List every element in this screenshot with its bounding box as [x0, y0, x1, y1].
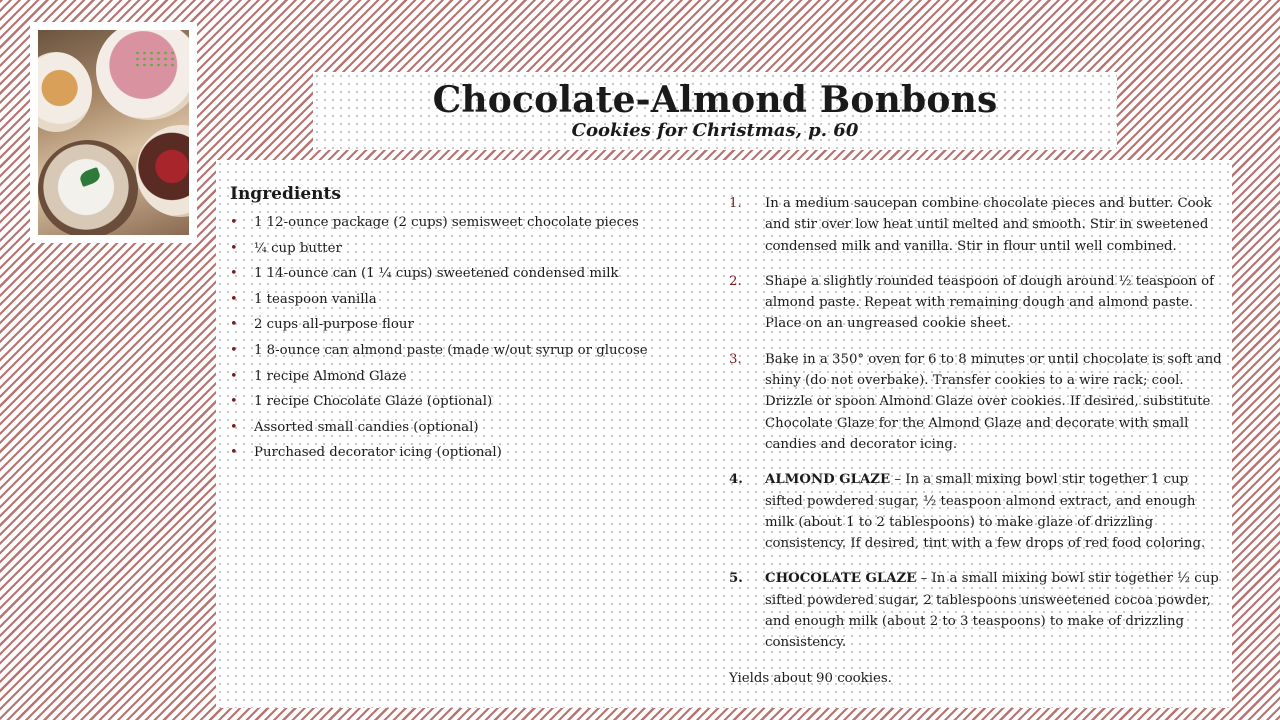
direction-step — [728, 193, 1224, 257]
step-number: 1. — [729, 196, 742, 211]
direction-step — [728, 271, 1224, 335]
list-item — [230, 338, 700, 364]
bullet-icon: • — [230, 342, 238, 358]
list-item — [230, 312, 700, 338]
list-item — [230, 210, 700, 236]
step-text — [765, 469, 1224, 554]
ingredient-text: 1 teaspoon vanilla — [254, 291, 377, 307]
step-body: – In a small mixing bowl stir together ½ cup sifted powdered sugar, 2 tablespoons unsweetened cocoa powder, and enough milk (about 2 to 3 teaspoons) to make of drizzling consistency. — [765, 571, 1219, 651]
direction-step — [728, 349, 1224, 455]
ingredients-section — [230, 182, 700, 466]
ingredient-text: 1 12-ounce package (2 cups) semisweet chocolate pieces — [254, 215, 639, 230]
photo-frame — [30, 22, 197, 243]
ingredient-text: ¼ cup butter — [254, 240, 342, 256]
step-text — [765, 193, 1224, 257]
page-subtitle: Cookies for Christmas, p. 60 — [571, 120, 859, 141]
step-text — [765, 568, 1224, 653]
list-item — [230, 389, 700, 415]
bullet-icon: • — [230, 368, 238, 384]
direction-step — [728, 469, 1224, 554]
ingredient-text: Purchased decorator icing (optional) — [254, 445, 502, 461]
step-body: Shape a slightly rounded teaspoon of dough around ½ teaspoon of almond paste. Repeat with remaining dough and almond paste. Place on an ungreased cookie sheet. — [765, 273, 1214, 332]
ingredient-text: 1 recipe Chocolate Glaze (optional) — [254, 394, 493, 410]
yield-text: Yields about 90 cookies. — [729, 670, 892, 686]
list-item — [230, 415, 700, 441]
bullet-icon: • — [230, 394, 238, 410]
bullet-icon: • — [230, 215, 238, 230]
sprinkles-decoration — [134, 50, 174, 68]
list-item — [230, 261, 700, 287]
title-box — [313, 72, 1117, 150]
bullet-icon: • — [230, 291, 238, 307]
step-body: Bake in a 350° oven for 6 to 8 minutes or until chocolate is soft and shiny (do not overbake). Transfer cookies to a wire rack; cool. Drizzle or spoon Almond Glaze over cookies. If desired, substitute Chocolate Glaze for the Almond Glaze and decorate with small candies and decorator icing. — [765, 351, 1222, 452]
direction-step — [728, 568, 1224, 653]
step-number: 3. — [729, 351, 742, 367]
step-text — [765, 271, 1224, 335]
ingredient-text: 1 14-ounce can (1 ¼ cups) sweetened condensed milk — [254, 266, 619, 282]
bonbon-cup — [38, 52, 92, 132]
bullet-icon: • — [230, 445, 238, 461]
bullet-icon: • — [230, 266, 238, 282]
bullet-icon: • — [230, 419, 238, 435]
step-lead: ALMOND GLAZE — [765, 472, 891, 488]
step-body: – In a small mixing bowl stir together 1 cup sifted powdered sugar, ½ teaspoon almond extract, and enough milk (about 1 to 2 tablespoons) to make glaze of drizzling consistency. If desired, tint with a few drops of red food coloring. — [765, 472, 1206, 552]
list-item — [230, 440, 700, 466]
bonbon-cup — [96, 30, 189, 120]
step-number: 2. — [729, 273, 742, 289]
bonbons-photo — [38, 30, 189, 235]
bonbon-cup — [38, 140, 138, 235]
ingredient-text: 2 cups all-purpose flour — [254, 317, 414, 333]
step-lead: CHOCOLATE GLAZE — [765, 571, 917, 587]
recipe-panel — [216, 160, 1232, 708]
bonbon-cup — [136, 125, 189, 217]
page-title: Chocolate-Almond Bonbons — [432, 79, 998, 121]
ingredients-list — [230, 210, 700, 466]
list-item — [230, 236, 700, 262]
step-number: 4. — [729, 472, 743, 488]
ingredient-text: Assorted small candies (optional) — [254, 419, 479, 435]
list-item — [230, 287, 700, 313]
directions-section — [728, 193, 1224, 689]
ingredients-heading: Ingredients — [230, 184, 341, 204]
bullet-icon: • — [230, 240, 238, 256]
bullet-icon: • — [230, 317, 238, 333]
step-text — [765, 349, 1224, 455]
step-number: 5. — [729, 571, 743, 587]
list-item — [230, 364, 700, 390]
step-body: In a medium saucepan combine chocolate pieces and butter. Cook and stir over low heat until melted and smooth. Stir in sweetened condensed milk and vanilla. Stir in flour until well combined. — [765, 196, 1212, 254]
ingredient-text: 1 8-ounce can almond paste (made w/out syrup or glucose — [254, 342, 648, 358]
ingredient-text: 1 recipe Almond Glaze — [254, 368, 407, 384]
